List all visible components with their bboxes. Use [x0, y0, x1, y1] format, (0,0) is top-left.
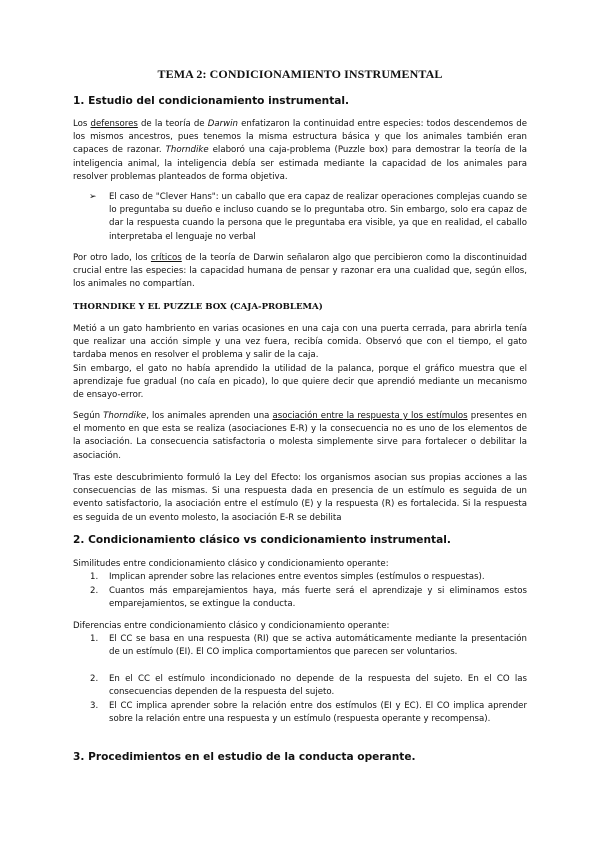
list-item: El CC se basa en una respuesta (RI) que se activa automáticamente mediante la presentación de un estímulo (EI). El CO implica comportamientos que parecen ser voluntarios.	[109, 634, 527, 658]
thorndike-paragraph-2: Sin embargo, el gato no había aprendido la utilidad de la palanca, porque el gráfico muestra que el aprendizaje fue gradual (no caía en picado), lo que quiere decir que aprendió mediante un mecanismo de ensayo-error.	[73, 364, 527, 401]
thorndike-paragraph-4: Tras este descubrimiento formuló la Ley del Efecto: los organismos asocian sus propias acciones a las consecuencias de las mismas. Si una respuesta dada en presencia de un estímulo es seguida de un evento satisfactorio, la asociación entre el estímulo (E) y la respuesta (R) es fortalecida. Si la respuesta es seguida de un evento molesto, la asociación E-R se debilita	[73, 473, 527, 523]
similarities-intro: Similitudes entre condicionamiento clásico y condicionamiento operante:	[73, 559, 389, 569]
list-number: 1.	[90, 634, 99, 644]
page-title: TEMA 2: CONDICIONAMIENTO INSTRUMENTAL	[157, 67, 443, 81]
list-item: Cuantos más emparejamientos haya, más fuerte será el aprendizaje y si eliminamos estos emparejamientos, se extingue la conducta.	[109, 586, 527, 610]
list-number: 2.	[90, 674, 99, 684]
list-number: 2.	[90, 586, 99, 596]
arrow-bullet-icon: ➢	[89, 192, 97, 202]
section-3-heading: 3. Procedimientos en el estudio de la conducta operante.	[73, 751, 416, 763]
differences-intro: Diferencias entre condicionamiento clásico y condicionamiento operante:	[73, 621, 390, 631]
list-number: 1.	[90, 572, 99, 582]
thorndike-paragraph-1: Metió a un gato hambriento en varias ocasiones en una caja con una puerta cerrada, para abrirla tenía que realizar una acción simple y una vez fuera, recibía comida. Observó que con el tiempo, el gato tardaba menos en resolver el problema y salir de la caja.	[73, 324, 527, 361]
section-1-heading: 1. Estudio del condicionamiento instrumental.	[73, 95, 350, 107]
list-item: En el CC el estímulo incondicionado no depende de la respuesta del sujeto. En el CO las consecuencias dependen de la respuesta del sujeto.	[109, 674, 527, 698]
clever-hans-bullet: El caso de "Clever Hans": un caballo que era capaz de realizar operaciones complejas cuando se lo preguntaba su dueño e incluso cuando se lo preguntaba otro. Sin embargo, solo era capaz de dar la respuesta cuando la persona que le preguntaba era visible, ya que en realidad, el caballo interpretaba el lenguaje no verbal	[109, 192, 527, 242]
thorndike-paragraph-3: Según Thorndike, los animales aprenden una asociación entre la respuesta y los estímulos presentes en el momento en que esta se realiza (asociaciones E-R) y la consecuencia no es uno de los elementos de la asociación. La consecuencia satisfactoria o molesta simplemente sirve para fortalecer o debilitar la asociación.	[73, 411, 527, 461]
list-item: El CC implica aprender sobre la relación entre dos estímulos (EI y EC). El CO implica aprender sobre la relación entre una respuesta y un estímulo (respuesta operante y recompensa).	[109, 701, 527, 725]
thorndike-heading: THORNDIKE Y EL PUZZLE BOX (CAJA-PROBLEMA)	[73, 302, 323, 312]
section-2-heading: 2. Condicionamiento clásico vs condicionamiento instrumental.	[73, 534, 451, 546]
list-item: Implican aprender sobre las relaciones entre eventos simples (estímulos o respuestas).	[109, 572, 485, 582]
sec1-paragraph-1: Los defensores de la teoría de Darwin enfatizaron la continuidad entre especies: todos descendemos de los mismos ancestros, pues tenemos la misma estructura básica y que los animales también eran capaces de razonar. Thorndike elaboró una caja-problema (Puzzle box) para demostrar la teoría de la inteligencia animal, la inteligencia debía ser estimada mediante la capacidad de los animales para resolver problemas planteados de forma objetiva.	[73, 119, 527, 182]
list-number: 3.	[90, 701, 99, 711]
sec1-paragraph-2: Por otro lado, los críticos de la teoría de Darwin señalaron algo que percibieron como la discontinuidad crucial entre las especies: la capacidad humana de pensar y razonar era una cualidad que, según ellos, los animales no compartían.	[73, 253, 527, 290]
